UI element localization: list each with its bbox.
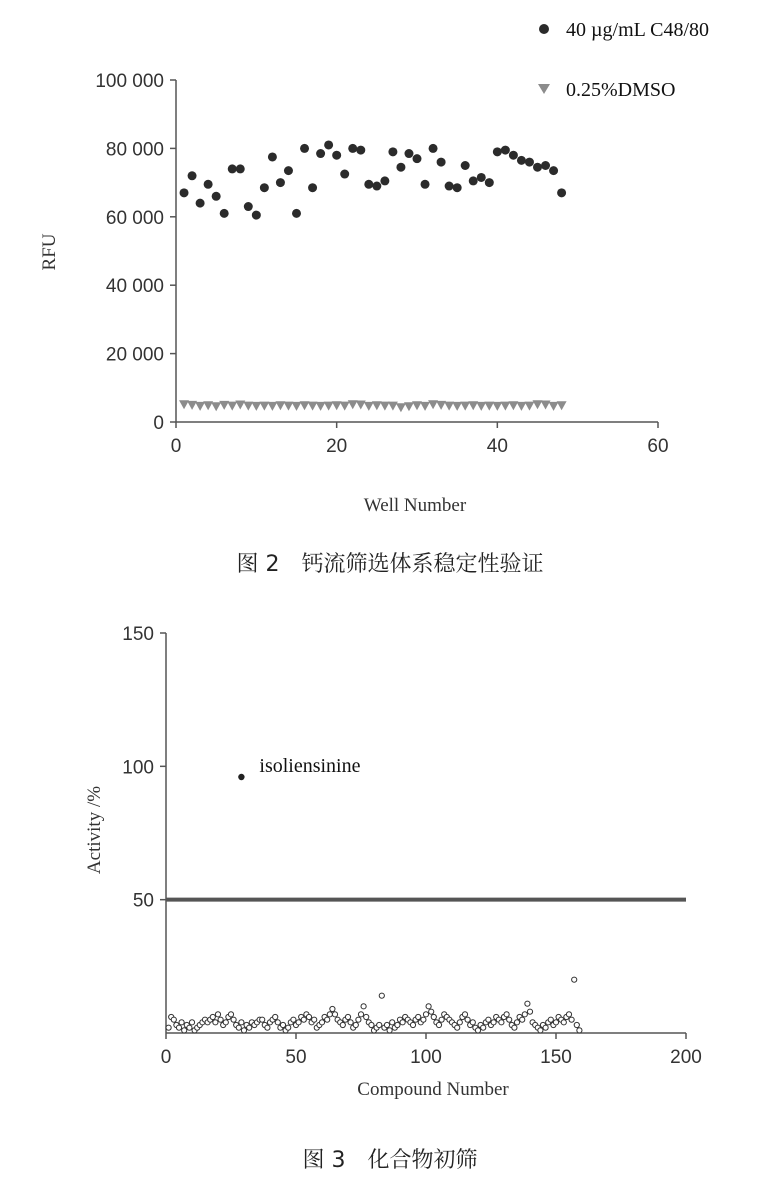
point-dmso bbox=[211, 402, 221, 411]
y-tick-label: 0 bbox=[153, 413, 164, 434]
tick-layer bbox=[95, 71, 668, 457]
point-compound bbox=[348, 1020, 353, 1025]
point-dmso bbox=[524, 402, 534, 411]
point-compound bbox=[504, 1012, 509, 1017]
point-compound bbox=[312, 1017, 317, 1022]
legend-label-series-1: 40 µg/mL C48/80 bbox=[566, 19, 710, 41]
point-c48-80 bbox=[332, 151, 341, 160]
point-compound bbox=[572, 977, 577, 982]
point-compound bbox=[345, 1014, 350, 1019]
point-compound bbox=[475, 1028, 480, 1033]
point-compound bbox=[499, 1020, 504, 1025]
point-compound bbox=[465, 1017, 470, 1022]
point-c48-80 bbox=[477, 173, 486, 182]
point-dmso bbox=[516, 402, 526, 411]
point-c48-80 bbox=[413, 154, 422, 163]
point-compound bbox=[486, 1017, 491, 1022]
point-c48-80 bbox=[493, 147, 502, 156]
point-dmso bbox=[259, 402, 269, 411]
x-axis-label: Compound Number bbox=[357, 1079, 509, 1100]
point-c48-80 bbox=[429, 144, 438, 153]
point-dmso bbox=[243, 402, 253, 411]
point-c48-80 bbox=[453, 183, 462, 192]
y-tick-label: 100 bbox=[122, 757, 154, 779]
marks-layer bbox=[166, 774, 582, 1033]
point-c48-80 bbox=[509, 151, 518, 160]
point-dmso bbox=[372, 401, 382, 410]
point-c48-80 bbox=[437, 158, 446, 167]
point-compound bbox=[566, 1012, 571, 1017]
point-compound bbox=[384, 1022, 389, 1027]
point-compound bbox=[379, 993, 384, 998]
point-dmso bbox=[492, 402, 502, 411]
point-c48-80 bbox=[557, 188, 566, 197]
figure-caption: 图 2 钙流筛选体系稳定性验证 bbox=[236, 552, 544, 577]
point-c48-80 bbox=[404, 149, 413, 158]
point-compound bbox=[491, 1020, 496, 1025]
point-c48-80 bbox=[348, 144, 357, 153]
point-c48-80 bbox=[525, 158, 534, 167]
y-tick-label: 100 000 bbox=[95, 71, 164, 92]
point-c48-80 bbox=[228, 164, 237, 173]
point-compound bbox=[457, 1020, 462, 1025]
point-compound bbox=[213, 1020, 218, 1025]
point-dmso bbox=[444, 402, 454, 411]
point-c48-80 bbox=[188, 171, 197, 180]
point-compound bbox=[325, 1017, 330, 1022]
point-compound bbox=[395, 1022, 400, 1027]
point-compound bbox=[390, 1020, 395, 1025]
point-dmso bbox=[557, 401, 567, 410]
marks-layer bbox=[179, 140, 567, 412]
x-tick-label: 50 bbox=[285, 1047, 307, 1068]
point-compound bbox=[327, 1012, 332, 1017]
y-tick-label: 60 000 bbox=[105, 207, 164, 229]
y-tick-label: 80 000 bbox=[105, 139, 164, 161]
point-c48-80 bbox=[260, 183, 269, 192]
figure-caption: 图 3 化合物初筛 bbox=[302, 1148, 478, 1173]
point-dmso bbox=[452, 402, 462, 411]
x-axis-label: Well Number bbox=[363, 495, 467, 516]
point-c48-80 bbox=[549, 166, 558, 175]
point-compound bbox=[356, 1017, 361, 1022]
point-dmso bbox=[300, 401, 310, 410]
point-c48-80 bbox=[316, 149, 325, 158]
point-compound bbox=[507, 1017, 512, 1022]
point-compound bbox=[577, 1028, 582, 1033]
point-c48-80 bbox=[533, 163, 542, 172]
point-dmso bbox=[251, 402, 261, 411]
y-tick-label: 20 000 bbox=[105, 344, 164, 366]
y-axis-label: RFU bbox=[39, 233, 60, 271]
point-c48-80 bbox=[212, 192, 221, 201]
point-compound bbox=[306, 1014, 311, 1019]
point-c48-80 bbox=[364, 180, 373, 189]
y-tick-label: 150 bbox=[122, 624, 154, 645]
point-compound bbox=[416, 1014, 421, 1019]
point-compound bbox=[171, 1017, 176, 1022]
point-compound bbox=[291, 1017, 296, 1022]
point-compound bbox=[377, 1022, 382, 1027]
chart-compound-screen bbox=[84, 624, 702, 1173]
point-compound bbox=[260, 1017, 265, 1022]
point-c48-80 bbox=[284, 166, 293, 175]
point-compound bbox=[364, 1014, 369, 1019]
point-dmso bbox=[340, 402, 350, 411]
point-compound bbox=[574, 1022, 579, 1027]
point-compound bbox=[462, 1012, 467, 1017]
point-compound bbox=[358, 1012, 363, 1017]
point-compound bbox=[231, 1017, 236, 1022]
point-hit bbox=[238, 774, 244, 780]
point-compound bbox=[470, 1020, 475, 1025]
point-c48-80 bbox=[204, 180, 213, 189]
point-dmso bbox=[396, 403, 406, 412]
point-dmso bbox=[420, 402, 430, 411]
x-tick-label: 60 bbox=[647, 436, 669, 457]
point-compound bbox=[286, 1025, 291, 1030]
point-compound bbox=[340, 1022, 345, 1027]
x-tick-label: 40 bbox=[486, 436, 508, 457]
legend-label-series-2: 0.25%DMSO bbox=[566, 79, 676, 101]
point-compound bbox=[189, 1020, 194, 1025]
point-compound bbox=[179, 1020, 184, 1025]
point-compound bbox=[332, 1012, 337, 1017]
point-dmso bbox=[332, 401, 342, 410]
point-compound bbox=[543, 1025, 548, 1030]
point-c48-80 bbox=[396, 163, 405, 172]
point-compound bbox=[319, 1020, 324, 1025]
x-tick-label: 0 bbox=[170, 436, 182, 457]
point-compound bbox=[275, 1020, 280, 1025]
y-tick-label: 50 bbox=[132, 890, 154, 912]
point-dmso bbox=[348, 400, 358, 409]
point-compound bbox=[247, 1025, 252, 1030]
point-dmso bbox=[533, 400, 543, 409]
point-dmso bbox=[308, 402, 318, 411]
point-compound bbox=[429, 1009, 434, 1014]
point-compound bbox=[218, 1017, 223, 1022]
point-dmso bbox=[476, 402, 486, 411]
point-dmso bbox=[227, 402, 237, 411]
point-c48-80 bbox=[268, 152, 277, 161]
point-c48-80 bbox=[461, 161, 470, 170]
point-compound bbox=[369, 1022, 374, 1027]
point-compound bbox=[514, 1020, 519, 1025]
legend-marker-series-1 bbox=[539, 24, 549, 34]
point-dmso bbox=[500, 402, 510, 411]
point-c48-80 bbox=[445, 182, 454, 191]
point-dmso bbox=[267, 402, 277, 411]
point-compound bbox=[455, 1025, 460, 1030]
point-compound bbox=[410, 1022, 415, 1027]
annotation-isoliensinine: isoliensinine bbox=[259, 755, 361, 777]
point-compound bbox=[265, 1025, 270, 1030]
point-compound bbox=[423, 1012, 428, 1017]
point-compound bbox=[241, 1028, 246, 1033]
point-compound bbox=[228, 1012, 233, 1017]
point-dmso bbox=[388, 402, 398, 411]
point-c48-80 bbox=[180, 188, 189, 197]
point-compound bbox=[387, 1028, 392, 1033]
x-tick-label: 200 bbox=[670, 1047, 702, 1068]
point-compound bbox=[187, 1025, 192, 1030]
point-c48-80 bbox=[308, 183, 317, 192]
point-compound bbox=[353, 1022, 358, 1027]
point-dmso bbox=[356, 401, 366, 410]
point-dmso bbox=[484, 402, 494, 411]
point-c48-80 bbox=[276, 178, 285, 187]
point-c48-80 bbox=[292, 209, 301, 218]
point-c48-80 bbox=[196, 199, 205, 208]
point-compound bbox=[210, 1014, 215, 1019]
point-dmso bbox=[364, 402, 374, 411]
point-compound bbox=[400, 1020, 405, 1025]
point-compound bbox=[426, 1004, 431, 1009]
point-compound bbox=[512, 1025, 517, 1030]
point-dmso bbox=[460, 402, 470, 411]
point-c48-80 bbox=[469, 176, 478, 185]
point-compound bbox=[421, 1017, 426, 1022]
x-tick-label: 20 bbox=[326, 436, 348, 457]
point-compound bbox=[280, 1022, 285, 1027]
point-dmso bbox=[380, 402, 390, 411]
point-dmso bbox=[275, 401, 285, 410]
point-c48-80 bbox=[252, 211, 261, 220]
point-compound bbox=[569, 1017, 574, 1022]
chart-rfu-stability bbox=[39, 19, 709, 577]
point-compound bbox=[439, 1017, 444, 1022]
point-compound bbox=[301, 1017, 306, 1022]
y-tick-label: 40 000 bbox=[105, 276, 164, 298]
point-compound bbox=[361, 1004, 366, 1009]
x-tick-label: 0 bbox=[160, 1047, 172, 1068]
point-compound bbox=[223, 1020, 228, 1025]
point-c48-80 bbox=[236, 164, 245, 173]
point-compound bbox=[522, 1012, 527, 1017]
point-c48-80 bbox=[300, 144, 309, 153]
y-axis-label: Activity /% bbox=[84, 785, 105, 875]
point-c48-80 bbox=[324, 140, 333, 149]
point-dmso bbox=[541, 401, 551, 410]
point-compound bbox=[525, 1001, 530, 1006]
point-compound bbox=[436, 1022, 441, 1027]
point-c48-80 bbox=[244, 202, 253, 211]
x-tick-label: 150 bbox=[540, 1047, 572, 1068]
point-compound bbox=[330, 1006, 335, 1011]
legend-marker-series-2 bbox=[538, 84, 550, 94]
point-compound bbox=[239, 1020, 244, 1025]
point-compound bbox=[182, 1028, 187, 1033]
point-c48-80 bbox=[356, 146, 365, 155]
point-compound bbox=[273, 1014, 278, 1019]
point-dmso bbox=[195, 402, 205, 411]
point-compound bbox=[538, 1028, 543, 1033]
point-c48-80 bbox=[388, 147, 397, 156]
point-c48-80 bbox=[372, 182, 381, 191]
point-compound bbox=[296, 1020, 301, 1025]
point-compound bbox=[527, 1009, 532, 1014]
point-c48-80 bbox=[541, 161, 550, 170]
point-dmso bbox=[549, 402, 559, 411]
point-c48-80 bbox=[517, 156, 526, 165]
point-c48-80 bbox=[340, 170, 349, 179]
point-c48-80 bbox=[380, 176, 389, 185]
point-c48-80 bbox=[220, 209, 229, 218]
point-c48-80 bbox=[501, 146, 510, 155]
point-compound bbox=[553, 1020, 558, 1025]
point-c48-80 bbox=[421, 180, 430, 189]
point-compound bbox=[166, 1025, 171, 1030]
point-compound bbox=[561, 1020, 566, 1025]
legend bbox=[538, 19, 709, 101]
point-compound bbox=[176, 1025, 181, 1030]
point-dmso bbox=[316, 402, 326, 411]
point-dmso bbox=[283, 402, 293, 411]
tick-layer bbox=[122, 624, 702, 1068]
point-compound bbox=[431, 1014, 436, 1019]
point-dmso bbox=[404, 402, 414, 411]
point-c48-80 bbox=[485, 178, 494, 187]
point-compound bbox=[548, 1017, 553, 1022]
point-dmso bbox=[292, 402, 302, 411]
point-dmso bbox=[324, 402, 334, 411]
point-compound bbox=[481, 1025, 486, 1030]
x-tick-label: 100 bbox=[410, 1047, 442, 1068]
point-compound bbox=[236, 1025, 241, 1030]
point-compound bbox=[215, 1012, 220, 1017]
point-compound bbox=[520, 1017, 525, 1022]
